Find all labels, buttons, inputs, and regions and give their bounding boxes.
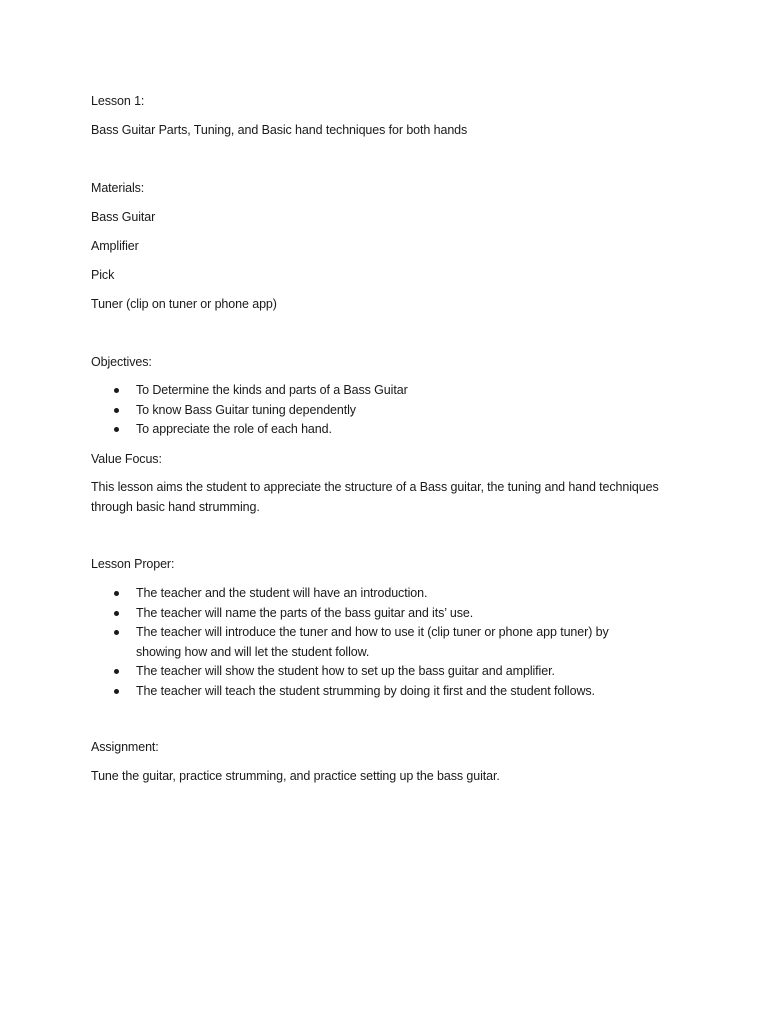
bullet-icon [114, 669, 119, 674]
list-item [91, 401, 651, 421]
value-focus-text: This lesson aims the student to appreciate the structure of a Bass guitar, the tuning and hand techniques through basic hand strumming. [91, 480, 659, 514]
lesson-step-text: The teacher will show the student how to set up the bass guitar and amplifier. [136, 664, 555, 678]
objective-text: To Determine the kinds and parts of a Bass Guitar [136, 383, 408, 397]
list-item [91, 381, 651, 401]
lesson-title: Lesson 1: [91, 94, 145, 108]
bullet-icon [114, 611, 119, 616]
bullet-icon [114, 388, 119, 393]
objectives-heading: Objectives: [91, 355, 152, 369]
lesson-step-text: The teacher will introduce the tuner and how to use it (clip tuner or phone app tuner) by showing how and will let the student follow. [136, 625, 609, 659]
lesson-proper-list [91, 584, 651, 701]
bullet-icon [114, 408, 119, 413]
list-item [91, 604, 651, 624]
list-item [91, 623, 651, 662]
lesson-proper-heading: Lesson Proper: [91, 557, 175, 571]
list-item [91, 584, 651, 604]
bullet-icon [114, 427, 119, 432]
value-focus-heading: Value Focus: [91, 452, 162, 466]
bullet-icon [114, 630, 119, 635]
lesson-step-text: The teacher and the student will have an introduction. [136, 586, 428, 600]
lesson-step-text: The teacher will teach the student strumming by doing it first and the student follows. [136, 683, 595, 698]
list-item [91, 420, 651, 440]
bullet-icon [114, 689, 119, 694]
objective-text: To know Bass Guitar tuning dependently [136, 402, 356, 417]
materials-item: Pick [91, 268, 115, 282]
list-item [91, 682, 651, 702]
materials-item: Bass Guitar [91, 210, 156, 224]
list-item [91, 662, 651, 682]
lesson-step-text: The teacher will name the parts of the bass guitar and its’ use. [136, 605, 474, 620]
objective-text: To appreciate the role of each hand. [136, 422, 332, 436]
objectives-list [91, 381, 651, 440]
lesson-subtitle: Bass Guitar Parts, Tuning, and Basic hand techniques for both hands [91, 123, 468, 137]
materials-item: Tuner (clip on tuner or phone app) [91, 297, 277, 311]
materials-heading: Materials: [91, 181, 145, 195]
bullet-icon [114, 591, 119, 596]
assignment-heading: Assignment: [91, 740, 159, 754]
materials-item: Amplifier [91, 239, 139, 253]
assignment-text: Tune the guitar, practice strumming, and practice setting up the bass guitar. [91, 769, 500, 783]
